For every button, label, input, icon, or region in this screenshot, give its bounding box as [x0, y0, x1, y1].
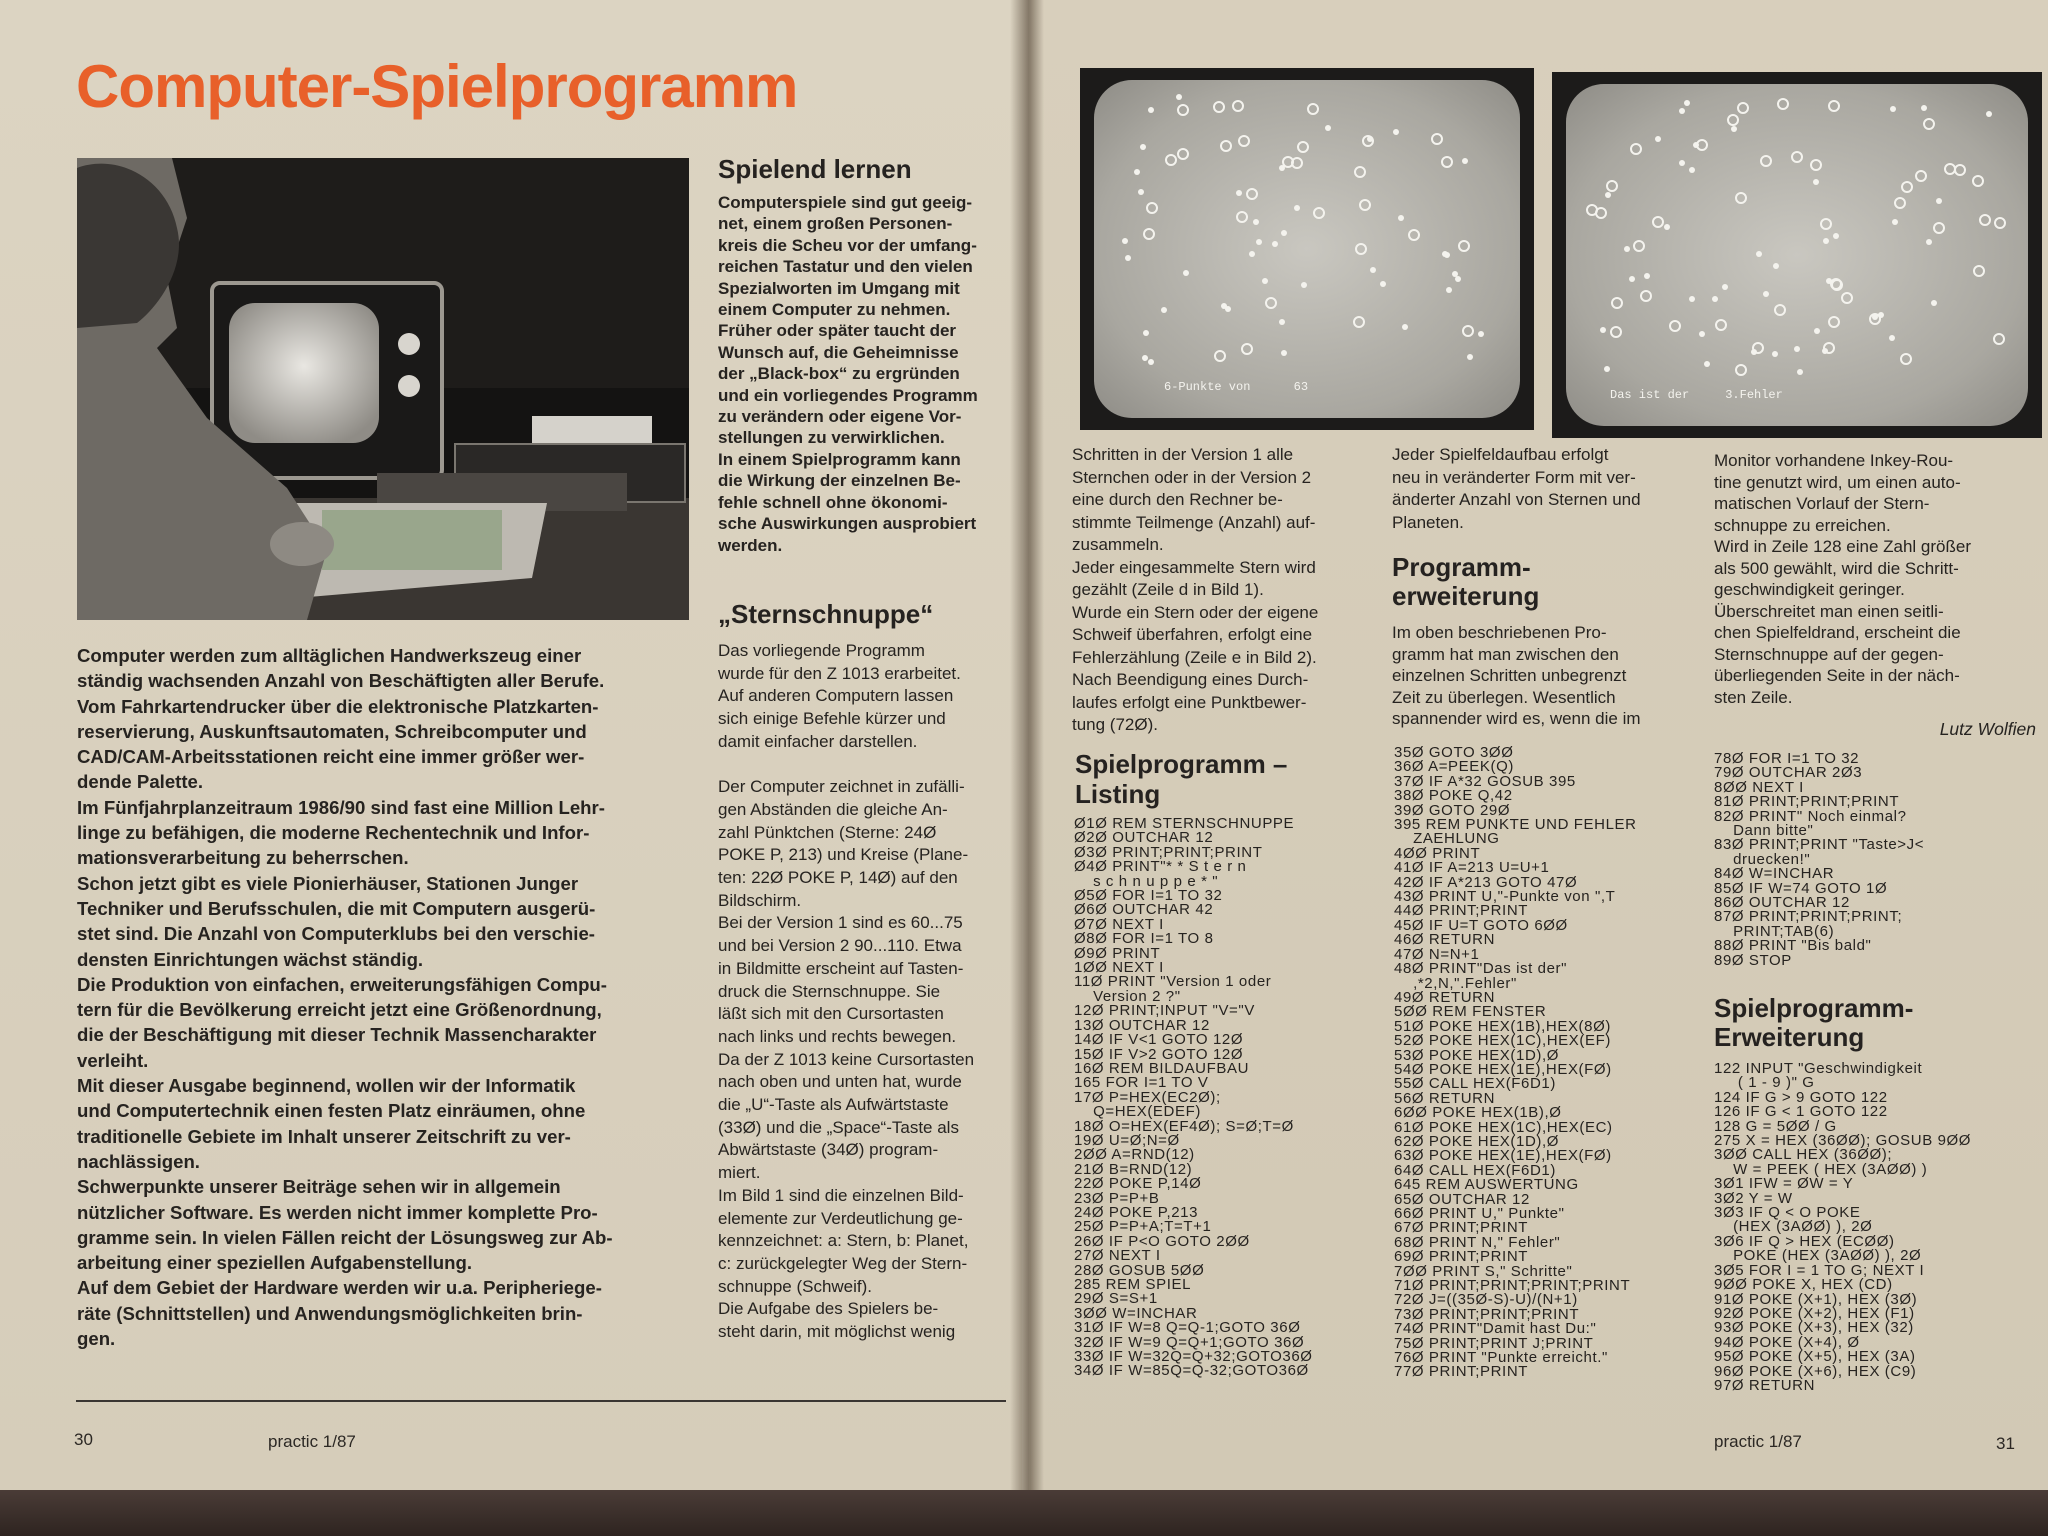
sternschnuppe-line: Da der Z 1013 keine Cursortasten — [718, 1049, 975, 1069]
spielend-line: und ein vorliegendes Programm — [718, 385, 978, 405]
star-icon — [1398, 215, 1404, 221]
planet-icon — [1354, 166, 1366, 178]
spielend-line: sche Auswirkungen ausprobiert — [718, 514, 977, 534]
star-icon — [1294, 205, 1300, 211]
intro-line: verleiht. — [77, 1049, 149, 1071]
intro-line: Auf dem Gebiet der Hardware werden wir u.a. Peripheriege- — [77, 1277, 602, 1299]
intro-line: dende Palette. — [77, 771, 204, 793]
intro-line: ständig wachsenden Anzahl von Beschäftigten aller Berufe. — [77, 670, 605, 692]
intro-line: Techniker und Berufsschulen, die mit Computern ausgerü- — [77, 897, 596, 919]
spielend-line: zu verändern oder eigene Vor- — [718, 407, 962, 427]
sternschnuppe-line: Abwärtstaste (34Ø) program- — [718, 1140, 939, 1160]
star-icon — [1684, 100, 1690, 106]
star-icon — [1772, 351, 1778, 357]
star-icon — [1370, 267, 1376, 273]
star-icon — [1704, 361, 1710, 367]
right-col3-line: Monitor vorhandene Inkey-Rou- — [1714, 451, 1954, 470]
star-icon — [1446, 287, 1452, 293]
planet-icon — [1901, 181, 1913, 193]
heading-programmerweiterung-1: Programm- — [1392, 552, 1531, 582]
right-col3-line: Wird in Zeile 128 eine Zahl größer — [1714, 537, 1972, 556]
listing-col3: 78Ø FOR I=1 TO 32 79Ø OUTCHAR 2Ø3 8ØØ NEXT I 81Ø PRINT;PRINT;PRINT 82Ø PRINT" Noch einmal? Dann bitte" 83Ø PRINT;PRINT "Taste>J< druecken!" 84Ø W=INCHAR 85Ø IF W=74 GOTO 1Ø 86Ø OUTCHAR 12 87Ø PRINT;PRINT;PRINT; PRINT;TAB(6) 88Ø PRINT "Bis bald" 89Ø STOP — [1714, 750, 1925, 969]
planet-icon — [1606, 180, 1618, 192]
star-icon — [1142, 355, 1148, 361]
planet-icon — [1355, 243, 1367, 255]
star-icon — [1176, 94, 1182, 100]
intro-line: Die Produktion von einfachen, erweiterungsfähigen Compu- — [77, 973, 607, 995]
star-icon — [1478, 331, 1484, 337]
star-icon — [1986, 111, 1992, 117]
star-icon — [1393, 129, 1399, 135]
planet-icon — [1213, 101, 1225, 113]
screenshot-bild-1 — [1080, 68, 1534, 430]
star-icon — [1183, 270, 1189, 276]
star-icon — [1148, 359, 1154, 365]
spielend-line: net, einem großen Personen- — [718, 214, 953, 234]
heading-programmerweiterung-2: erweiterung — [1392, 581, 1540, 611]
planet-icon — [1993, 333, 2005, 345]
sternschnuppe-line: POKE P, 213) und Kreise (Plane- — [718, 845, 969, 865]
photo-computer-user-icon — [77, 158, 689, 620]
star-icon — [1823, 238, 1829, 244]
sternschnuppe-line: zahl Pünktchen (Sterne: 24Ø — [718, 822, 937, 842]
page-gutter — [1010, 0, 1044, 1490]
planet-icon — [1669, 320, 1681, 332]
planet-icon — [1915, 170, 1927, 182]
star-icon — [1272, 241, 1278, 247]
planet-icon — [1774, 304, 1786, 316]
planet-icon — [1735, 192, 1747, 204]
planet-icon — [1291, 157, 1303, 169]
planet-icon — [1353, 316, 1365, 328]
planet-icon — [1828, 100, 1840, 112]
star-icon — [1679, 108, 1685, 114]
star-icon — [1722, 284, 1728, 290]
intro-line: Schon jetzt gibt es viele Pionierhäuser, Stationen Junger — [77, 872, 579, 894]
intro-text — [77, 643, 697, 1351]
planet-icon — [1979, 214, 1991, 226]
star-icon — [1138, 189, 1144, 195]
star-icon — [1281, 350, 1287, 356]
spielend-line: werden. — [718, 535, 783, 555]
star-icon — [1664, 224, 1670, 230]
spielend-line: Computerspiele sind gut geeig- — [718, 193, 973, 212]
right-col1-line: Sternchen oder in der Version 2 — [1072, 467, 1312, 487]
planet-icon — [1431, 133, 1443, 145]
star-icon — [1143, 330, 1149, 336]
right-col1-line: eine durch den Rechner be- — [1072, 490, 1283, 509]
sternschnuppe-line: in Bildmitte erscheint auf Tasten- — [718, 958, 964, 978]
table-surface — [0, 1490, 2048, 1536]
right-col1-line: Wurde ein Stern oder der eigene — [1072, 602, 1319, 622]
star-icon — [1442, 251, 1448, 257]
heading-listing-2: Listing — [1075, 779, 1161, 809]
star-icon — [1689, 296, 1695, 302]
star-icon — [1655, 136, 1661, 142]
sternschnuppe-line: schnuppe (Schweif). — [718, 1276, 873, 1296]
spielend-text — [718, 192, 1000, 556]
sternschnuppe-line: (33Ø) und die „Space“-Taste als — [718, 1117, 959, 1137]
star-icon — [1921, 105, 1927, 111]
sternschnuppe-line: miert. — [718, 1163, 761, 1183]
planet-icon — [1894, 197, 1906, 209]
spielend-line: einem Computer zu nehmen. — [718, 300, 951, 320]
spielend-line: fehle schnell ohne ökonomi- — [718, 492, 948, 512]
screen-glass — [1566, 84, 2028, 426]
intro-line: gen. — [77, 1328, 116, 1350]
sternschnuppe-line: Auf anderen Computern lassen — [718, 686, 954, 706]
article-title: Computer-Spielprogramm — [76, 53, 798, 120]
star-icon — [1301, 282, 1307, 288]
planet-icon — [1307, 103, 1319, 115]
right-col1-line: zusammeln. — [1072, 535, 1164, 554]
intro-line: Vom Fahrkartendrucker über die elektronische Platzkarten- — [77, 695, 599, 717]
right-col2-line: änderter Anzahl von Sternen und — [1392, 490, 1641, 509]
right-col1-line: stimmte Teilmenge (Anzahl) auf- — [1072, 512, 1316, 532]
screen-status-text: Das ist der 3.Fehler — [1610, 388, 1783, 402]
star-icon — [1936, 198, 1942, 204]
right-col3-line: Überschreitet man einen seitli- — [1714, 601, 1944, 621]
right-col1-line: Schritten in der Version 1 alle — [1072, 445, 1294, 464]
planet-icon — [1972, 175, 1984, 187]
erweiterung-code: 122 INPUT "Geschwindigkeit ( 1 - 9 )" G 124 IF G > 9 GOTO 122 126 IF G < 1 GOTO 122 128 G = 5ØØ / G 275 X = HEX (36ØØ); GOSUB 9ØØ 3ØØ CALL HEX (36ØØ); W = PEEK ( HEX (3AØØ) ) 3Ø1 IFW = ØW = Y 3Ø2 Y = W 3Ø3 IF Q < O POKE (HEX (3AØØ) ), 2Ø 3Ø6 IF Q > HEX (ECØØ) POKE (HEX (3AØØ) ), 2Ø 3Ø5 FOR I = 1 TO G; NEXT I 9ØØ POKE X, HEX (CD) 91Ø POKE (X+1), HEX (3Ø) 92Ø POKE (X+2), HEX (F1) 93Ø POKE (X+3), HEX (32) 94Ø POKE (X+4), Ø 95Ø POKE (X+5), HEX (3A) 96Ø POKE (X+6), HEX (C9) 97Ø RETURN — [1714, 1060, 1972, 1394]
star-icon — [1794, 346, 1800, 352]
sternschnuppe-line: kennzeichnet: a: Stern, b: Planet, — [718, 1231, 969, 1251]
intro-line: nützlicher Software. Es werden nicht immer komplette Pro- — [77, 1201, 598, 1223]
planet-icon — [1777, 98, 1789, 110]
star-icon — [1605, 192, 1611, 198]
programmerweiterung-line: Zeit zu überlegen. Wesentlich — [1392, 687, 1616, 707]
right-col3-line: Sternschnuppe auf der gegen- — [1714, 644, 1944, 664]
spielend-line: Wunsch auf, die Geheimnisse — [718, 342, 959, 362]
planet-icon — [1236, 211, 1248, 223]
star-icon — [1892, 219, 1898, 225]
computer-user-photo — [77, 158, 689, 620]
planet-icon — [1359, 199, 1371, 211]
star-icon — [1926, 239, 1932, 245]
spielend-line: reichen Tastatur und den vielen — [718, 257, 973, 277]
sternschnuppe-line: sich einige Befehle kürzer und — [718, 709, 946, 729]
heading-spielend-lernen: Spielend lernen — [718, 154, 912, 184]
footer-rule — [76, 1400, 1006, 1402]
planet-icon — [1610, 326, 1622, 338]
planet-icon — [1810, 159, 1822, 171]
intro-line: nachlässigen. — [77, 1150, 200, 1172]
star-icon — [1773, 263, 1779, 269]
star-icon — [1931, 300, 1937, 306]
right-col2-text — [1392, 444, 1688, 534]
right-col2-line: Planeten. — [1392, 512, 1464, 532]
star-icon — [1600, 327, 1606, 333]
sternschnuppe-line: Der Computer zeichnet in zufälli- — [718, 777, 965, 797]
star-icon — [1712, 296, 1718, 302]
sternschnuppe-line: gen Abständen die gleiche An- — [718, 799, 948, 819]
star-icon — [1325, 125, 1331, 131]
planet-icon — [1630, 143, 1642, 155]
sternschnuppe-line: Die Aufgabe des Spielers be- — [718, 1299, 939, 1319]
star-icon — [1689, 167, 1695, 173]
right-col3-line: tine genutzt wird, um einen auto- — [1714, 472, 1961, 492]
star-icon — [1604, 366, 1610, 372]
planet-icon — [1220, 140, 1232, 152]
star-icon — [1467, 354, 1473, 360]
planet-icon — [1760, 155, 1772, 167]
star-icon — [1889, 335, 1895, 341]
heading-erweiterung-2: Erweiterung — [1714, 1022, 1865, 1052]
right-page — [1030, 0, 2048, 1490]
planet-icon — [1652, 216, 1664, 228]
heading-listing-1: Spielprogramm – — [1075, 749, 1288, 779]
star-icon — [1731, 126, 1737, 132]
star-icon — [1281, 230, 1287, 236]
planet-icon — [1735, 364, 1747, 376]
planet-icon — [1791, 151, 1803, 163]
right-col1-line: Fehlerzählung (Zeile e in Bild 2). — [1072, 647, 1317, 667]
star-icon — [1225, 306, 1231, 312]
sternschnuppe-line: Im Bild 1 sind die einzelnen Bild- — [718, 1185, 964, 1205]
sternschnuppe-line: c: zurückgelegter Weg der Stern- — [718, 1253, 968, 1273]
screen-glass — [1094, 80, 1520, 418]
sternschnuppe-line: Das vorliegende Programm — [718, 641, 925, 660]
right-col3-line: überliegenden Seite in der näch- — [1714, 666, 1960, 685]
spielend-line: die Wirkung der einzelnen Be- — [718, 471, 961, 491]
sternschnuppe-line: nach links und rechts bewegen. — [718, 1026, 957, 1046]
intro-line: CAD/CAM-Arbeitsstationen reicht eine immer größer wer- — [77, 746, 585, 768]
intro-line: räte (Schnittstellen) und Anwendungsmöglichkeiten brin- — [77, 1302, 583, 1324]
intro-line: tern für die Bevölkerung erreicht jetzt eine Größenordnung, — [77, 999, 602, 1021]
planet-icon — [1441, 156, 1453, 168]
right-col3-text — [1714, 450, 2044, 708]
sternschnuppe-line: druck die Sternschnuppe. Sie — [718, 981, 941, 1001]
planet-icon — [1831, 279, 1843, 291]
right-col3-line: schnuppe zu erreichen. — [1714, 515, 1891, 535]
planet-icon — [1828, 316, 1840, 328]
intro-line: mationsverarbeitung zu beherrschen. — [77, 847, 409, 869]
intro-line: arbeitung einer speziellen Aufgabenstellung. — [77, 1252, 473, 1274]
planet-icon — [1232, 100, 1244, 112]
planet-icon — [1462, 325, 1474, 337]
intro-line: stet sind. Die Anzahl von Computerklubs bei den verschie- — [77, 923, 595, 945]
sternschnuppe-line: läßt sich mit den Cursortasten — [718, 1004, 944, 1024]
planet-icon — [1823, 342, 1835, 354]
star-icon — [1253, 219, 1259, 225]
planet-icon — [1923, 118, 1935, 130]
listing-col2: 35Ø GOTO 3ØØ 36Ø A=PEEK(Q) 37Ø IF A*32 GOSUB 395 38Ø POKE Q,42 39Ø GOTO 29Ø 395 REM PUNKTE UND FEHLER ZAEHLUNG 4ØØ PRINT 41Ø IF A=213 U=U+1 42Ø IF A*213 GOTO 47Ø 43Ø PRINT U,"-Punkte von ",T 44Ø PRINT;PRINT 45Ø IF U=T GOTO 6ØØ 46Ø RETURN 47Ø N=N+1 48Ø PRINT"Das ist der" ,*2,N,".Fehler" 49Ø RETURN 5ØØ REM FENSTER 51Ø POKE HEX(1B),HEX(8Ø) 52Ø POKE HEX(1C),HEX(EF) 53Ø POKE HEX(1D),Ø 54Ø POKE HEX(1E),HEX(FØ) 55Ø CALL HEX(F6D1) 56Ø RETURN 6ØØ POKE HEX(1B),Ø 61Ø POKE HEX(1C),HEX(EC) 62Ø POKE HEX(1D),Ø 63Ø POKE HEX(1E),HEX(FØ) 64Ø CALL HEX(F6D1) 645 REM AUSWERTUNG 65Ø OUTCHAR 12 66Ø PRINT U," Punkte" 67Ø PRINT;PRINT 68Ø PRINT N," Fehler" 69Ø PRINT;PRINT 7ØØ PRINT S," Schritte" 71Ø PRINT;PRINT;PRINT;PRINT 72Ø J=((35Ø-S)-U)/(N+1) 73Ø PRINT;PRINT;PRINT 74Ø PRINT"Damit hast Du:" 75Ø PRINT;PRINT J;PRINT 76Ø PRINT "Punkte erreicht." 77Ø PRINT;PRINT — [1394, 744, 1637, 1381]
planet-icon — [1265, 297, 1277, 309]
spielend-line: der „Black-box“ zu ergründen — [718, 364, 960, 384]
programmerweiterung-line: Im oben beschriebenen Pro- — [1392, 623, 1607, 642]
planet-icon — [1933, 222, 1945, 234]
spielend-line: kreis die Scheu vor der umfang- — [718, 235, 977, 255]
planet-icon — [1841, 292, 1853, 304]
heading-erweiterung-1: Spielprogramm- — [1714, 993, 1914, 1023]
intro-line: Mit dieser Ausgabe beginnend, wollen wir der Informatik — [77, 1075, 576, 1097]
intro-line: Schwerpunkte unserer Beiträge sehen wir in allgemein — [77, 1176, 561, 1198]
planet-icon — [1165, 154, 1177, 166]
sternschnuppe-line: wurde für den Z 1013 erarbeitet. — [718, 663, 961, 683]
star-icon — [1756, 251, 1762, 257]
right-col1-line: tung (72Ø). — [1072, 715, 1158, 734]
star-icon — [1256, 239, 1262, 245]
planet-icon — [1595, 207, 1607, 219]
planet-icon — [1820, 218, 1832, 230]
screen-status-text: 6-Punkte von 63 — [1164, 380, 1309, 394]
intro-line: die der Beschäftigung mit dieser Technik Massencharakter — [77, 1024, 597, 1046]
star-icon — [1249, 251, 1255, 257]
planet-icon — [1737, 102, 1749, 114]
star-icon — [1813, 179, 1819, 185]
star-icon — [1693, 142, 1699, 148]
star-icon — [1679, 160, 1685, 166]
star-icon — [1236, 190, 1242, 196]
sternschnuppe-line: und bei Version 2 90...110. Etwa — [718, 936, 962, 956]
programmerweiterung-line: einzelnen Schritten unbegrenzt — [1392, 666, 1627, 685]
sternschnuppe-line: steht darin, mit möglichst wenig — [718, 1322, 956, 1342]
star-icon — [1763, 291, 1769, 297]
spielend-line: Spezialworten im Umgang mit — [718, 278, 960, 298]
programmerweiterung-line: spannender wird es, wenn die im — [1392, 709, 1641, 728]
planet-icon — [1640, 290, 1652, 302]
right-col2-line: Jeder Spielfeldaufbau erfolgt — [1392, 445, 1609, 464]
left-page — [0, 0, 1022, 1490]
right-col3-line: als 500 gewählt, wird die Schritt- — [1714, 558, 1959, 578]
left-page-number: 30 — [74, 1430, 93, 1449]
intro-line: gramme sein. In vielen Fällen reicht der Lösungsweg zur Ab- — [77, 1226, 613, 1248]
listing-col1: Ø1Ø REM STERNSCHNUPPE Ø2Ø OUTCHAR 12 Ø3Ø PRINT;PRINT;PRINT Ø4Ø PRINT"* * S t e r n s c h n u p p e * " Ø5Ø FOR I=1 TO 32 Ø6Ø OUTCHAR 42 Ø7Ø NEXT I Ø8Ø FOR I=1 TO 8 Ø9Ø PRINT 1ØØ NEXT I 11Ø PRINT "Version 1 oder Version 2 ?" 12Ø PRINT;INPUT "V="V 13Ø OUTCHAR 12 14Ø IF V<1 GOTO 12Ø 15Ø IF V>2 GOTO 12Ø 16Ø REM BILDAUFBAU 165 FOR I=1 TO V 17Ø P=HEX(EC2Ø); Q=HEX(EDEF) 18Ø O=HEX(EF4Ø); S=Ø;T=Ø 19Ø U=Ø;N=Ø 2ØØ A=RND(12) 21Ø B=RND(12) 22Ø POKE P,14Ø 23Ø P=P+B 24Ø POKE P,213 25Ø P=P+A;T=T+1 26Ø IF P<O GOTO 2ØØ 27Ø NEXT I 28Ø GOSUB 5ØØ 285 REM SPIEL 29Ø S=S+1 3ØØ W=INCHAR 31Ø IF W=8 Q=Q-1;GOTO 36Ø 32Ø IF W=9 Q=Q+1;GOTO 36Ø 33Ø IF W=32Q=Q+32;GOTO36Ø 34Ø IF W=85Q=Q-32;GOTO36Ø — [1074, 815, 1313, 1380]
planet-icon — [1727, 114, 1739, 126]
right-col1-line: laufes erfolgt eine Punktbewer- — [1072, 692, 1307, 712]
right-col1-line: gezählt (Zeile d in Bild 1). — [1072, 580, 1264, 599]
star-icon — [1402, 324, 1408, 330]
star-icon — [1455, 276, 1461, 282]
planet-icon — [1408, 229, 1420, 241]
planet-icon — [1143, 228, 1155, 240]
planet-icon — [1633, 240, 1645, 252]
star-icon — [1833, 233, 1839, 239]
planet-icon — [1362, 135, 1374, 147]
planet-icon — [1146, 202, 1158, 214]
intro-line: densten Einrichtungen wächst ständig. — [77, 948, 424, 970]
star-icon — [1148, 107, 1154, 113]
spielend-line: stellungen zu verwirklichen. — [718, 428, 945, 448]
author-signature: Lutz Wolfien — [1939, 719, 2036, 739]
right-col2-line: neu in veränderter Form mit ver- — [1392, 467, 1636, 487]
sternschnuppe-line: ten: 22Ø POKE P, 14Ø) auf den — [718, 868, 958, 888]
sternschnuppe-line: elemente zur Verdeutlichung ge- — [718, 1208, 963, 1228]
sternschnuppe-line: damit einfacher darstellen. — [718, 731, 918, 751]
planet-icon — [1177, 104, 1189, 116]
spielend-line: In einem Spielprogramm kann — [718, 449, 961, 469]
star-icon — [1462, 158, 1468, 164]
planet-icon — [1238, 135, 1250, 147]
star-icon — [1134, 169, 1140, 175]
heading-sternschnuppe: „Sternschnuppe“ — [718, 599, 934, 629]
left-issue-label: practic 1/87 — [268, 1432, 356, 1451]
planet-icon — [1177, 148, 1189, 160]
star-icon — [1629, 276, 1635, 282]
right-col3-line: geschwindigkeit geringer. — [1714, 580, 1905, 599]
star-icon — [1279, 319, 1285, 325]
star-icon — [1624, 246, 1630, 252]
star-icon — [1122, 238, 1128, 244]
star-icon — [1161, 307, 1167, 313]
planet-icon — [1214, 350, 1226, 362]
intro-line: reservierung, Auskunftsautomaten, Schreibcomputer und — [77, 720, 587, 742]
star-icon — [1380, 281, 1386, 287]
star-icon — [1262, 278, 1268, 284]
sternschnuppe-line: nach oben und unten hat, wurde — [718, 1072, 962, 1092]
planet-icon — [1869, 313, 1881, 325]
sternschnuppe-text — [718, 640, 1000, 1344]
right-issue-label: practic 1/87 — [1714, 1432, 1802, 1451]
star-icon — [1826, 278, 1832, 284]
right-col1-text — [1072, 444, 1368, 737]
programmerweiterung-text — [1392, 622, 1688, 730]
sternschnuppe-line — [718, 754, 1000, 777]
planet-icon — [1954, 164, 1966, 176]
planet-icon — [1458, 240, 1470, 252]
star-icon — [1751, 349, 1757, 355]
star-icon — [1140, 144, 1146, 150]
planet-icon — [1994, 217, 2006, 229]
right-col1-line: Schweif überfahren, erfolgt eine — [1072, 625, 1313, 644]
programmerweiterung-line: gramm hat man zwischen den — [1392, 644, 1619, 664]
sternschnuppe-line: Bildschirm. — [718, 890, 802, 910]
star-icon — [1644, 273, 1650, 279]
intro-line: linge zu befähigen, die moderne Rechentechnik und Infor- — [77, 822, 590, 844]
star-icon — [1890, 106, 1896, 112]
planet-icon — [1611, 297, 1623, 309]
sternschnuppe-line: die „U“-Taste als Aufwärtstaste — [718, 1095, 949, 1115]
spielend-line: Früher oder später taucht der — [718, 321, 957, 341]
intro-line: Computer werden zum alltäglichen Handwerkszeug einer — [77, 645, 582, 666]
right-col3-line: chen Spielfeldrand, erscheint die — [1714, 623, 1961, 642]
right-col3-line: matischen Vorlauf der Stern- — [1714, 494, 1930, 513]
star-icon — [1699, 331, 1705, 337]
planet-icon — [1246, 188, 1258, 200]
star-icon — [1814, 328, 1820, 334]
right-col3-line: sten Zeile. — [1714, 687, 1793, 707]
right-col1-line: Jeder eingesammelte Stern wird — [1072, 557, 1316, 577]
intro-line: traditionelle Gebiete im Inhalt unserer Zeitschrift zu ver- — [77, 1125, 571, 1147]
planet-icon — [1715, 319, 1727, 331]
planet-icon — [1900, 353, 1912, 365]
star-icon — [1797, 369, 1803, 375]
planet-icon — [1297, 141, 1309, 153]
planet-icon — [1313, 207, 1325, 219]
right-col1-line: Nach Beendigung eines Durch- — [1072, 670, 1309, 689]
planet-icon — [1241, 343, 1253, 355]
star-icon — [1125, 255, 1131, 261]
screenshot-bild-2 — [1552, 72, 2042, 438]
intro-line: Im Fünfjahrplanzeitraum 1986/90 sind fast eine Million Lehr- — [77, 796, 605, 818]
star-icon — [1279, 165, 1285, 171]
intro-line: und Computertechnik einen festen Platz einräumen, ohne — [77, 1100, 586, 1122]
planet-icon — [1973, 265, 1985, 277]
sternschnuppe-line: Bei der Version 1 sind es 60...75 — [718, 913, 963, 933]
right-page-number: 31 — [1996, 1434, 2015, 1453]
